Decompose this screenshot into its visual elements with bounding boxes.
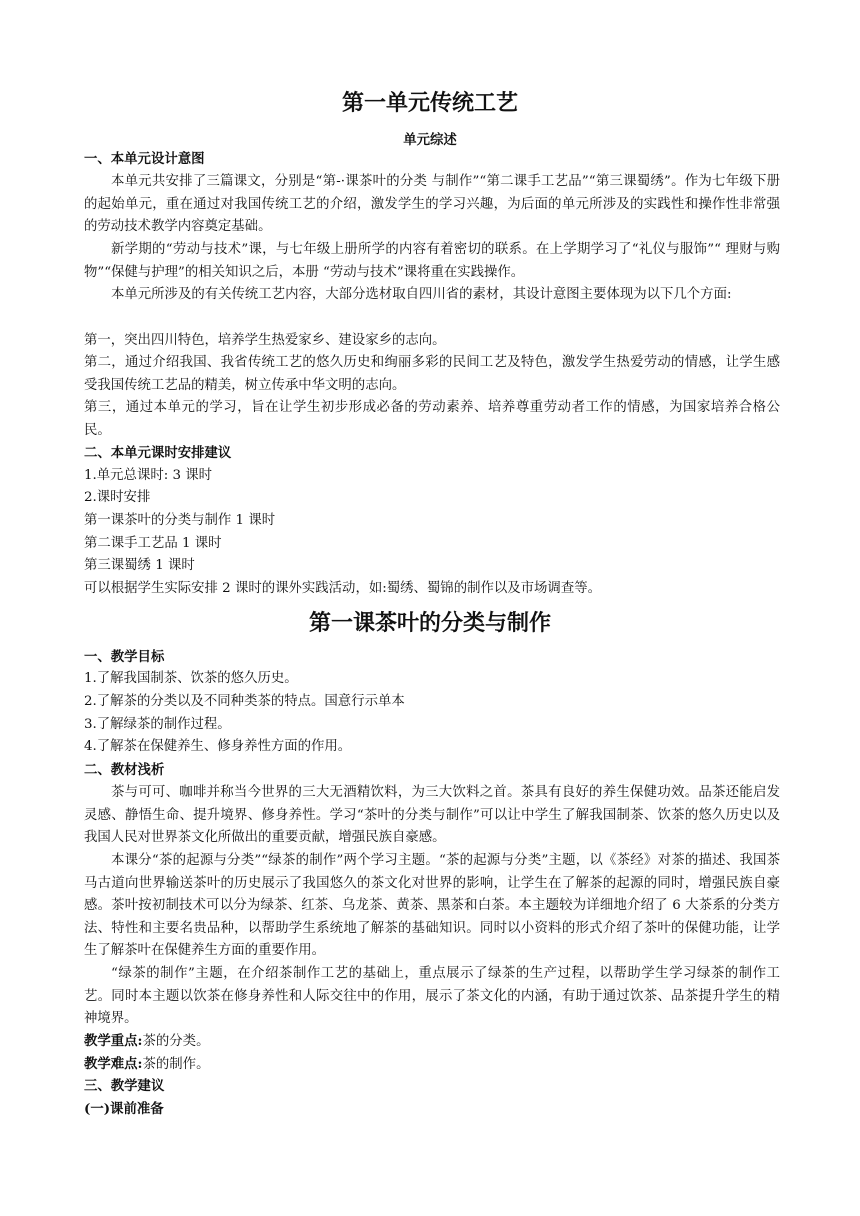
paragraph-third-point: 第三，通过本单元的学习，旨在让学生初步形成必备的劳动素养、培养尊重劳动者工作的情感，为国家培养合格公民。 bbox=[84, 400, 780, 438]
teaching-difficulty bbox=[84, 1053, 780, 1076]
schedule-lesson-2: 第二课手工艺品 1 课时 bbox=[84, 536, 222, 551]
schedule-total-hours: 1.单元总课时: 3 课时 bbox=[84, 468, 213, 483]
section-heading-analysis: 二、教材浅析 bbox=[84, 762, 165, 778]
goal-1: 1.了解我国制茶、饮茶的悠久历史。 bbox=[84, 671, 298, 686]
paragraph-intro: 本单元共安排了三篇课文，分别是“第-·课茶叶的分类 与制作”“第二课手工艺品”“第三课蜀绣”。作为七年级下册的起始单元，重在通过对我国传统工艺的介绍，激发学生的学习兴趣，为后面的单元所涉及的实践性和操作性非常强的劳动技术教学内容奠定基础。 bbox=[84, 174, 780, 235]
paragraph-new-term: 新学期的“劳动与技术”课，与七年级上册所学的内容有着密切的联系。在上学期学习了“礼仪与服饰”“ 理财与购物”“保健与护理”的相关知识之后，本册 “劳动与技术”课将重在实践操作。 bbox=[84, 242, 780, 280]
goal-3: 3.了解绿茶的制作过程。 bbox=[84, 717, 231, 732]
subsection-heading-preparation: (一)课前准备 bbox=[84, 1101, 164, 1117]
schedule-label: 2.课时安排 bbox=[84, 490, 151, 505]
teaching-difficulty-label: 教学难点: bbox=[84, 1056, 143, 1072]
unit-title: 第一单元传统工艺 bbox=[341, 90, 518, 116]
lesson-title: 第一课茶叶的分类与制作 bbox=[308, 610, 551, 636]
teaching-key-point bbox=[84, 1030, 780, 1053]
teaching-key-label: 教学重点: bbox=[84, 1033, 143, 1049]
section-heading-suggestions: 三、教学建议 bbox=[84, 1078, 165, 1094]
goal-4: 4.了解茶在保健养生、修身养性方面的作用。 bbox=[84, 739, 352, 754]
paragraph-second-point: 第二，通过介绍我国、我省传统工艺的悠久历史和绚丽多彩的民间工艺及特色，激发学生热爱劳动的情感，让学生感受我国传统工艺品的精美，树立传承中华文明的志向。 bbox=[84, 355, 780, 393]
teaching-difficulty-text: 茶的制作。 bbox=[142, 1057, 210, 1072]
goal-2: 2.了解茶的分类以及不同种类茶的特点。国意行示单本 bbox=[84, 694, 405, 709]
paragraph-first-point: 第一，突出四川特色，培养学生热爱家乡、建设家乡的志向。 bbox=[84, 333, 446, 348]
schedule-lesson-1: 第一课茶叶的分类与制作 1 课时 bbox=[84, 513, 276, 528]
section-heading-goals: 一、教学目标 bbox=[84, 649, 165, 665]
schedule-lesson-3: 第三课蜀绣 1 课时 bbox=[84, 558, 195, 573]
section-heading-schedule: 二、本单元课时安排建议 bbox=[84, 445, 232, 461]
section-heading-design-intent: 一、本单元设计意图 bbox=[84, 151, 205, 167]
unit-subtitle: 单元综述 bbox=[403, 132, 457, 148]
schedule-extra-activities: 可以根据学生实际安排 2 课时的课外实践活动，如:蜀绣、蜀锦的制作以及市场调查等。 bbox=[84, 581, 601, 596]
teaching-key-text: 茶的分类。 bbox=[142, 1034, 210, 1049]
paragraph-lesson-topics: 本课分“茶的起源与分类”“绿茶的制作”两个学习主题。“茶的起源与分类”主题，以《茶经》对茶的描述、我国茶马古道向世界输送茶叶的历史展示了我国悠久的茶文化对世界的影响，让学生在了解茶的起源的同时，增强民族自豪感。茶叶按初制技术可以分为绿茶、红茶、乌龙茶、黄茶、黑茶和白茶。本主题较为详细地介绍了 6 大茶系的分类方法、特性和主要名贵品种，以帮助学生系统地了解茶的基础知识。同时以小资料的形式介绍了茶叶的保健功能，让学生了解茶叶在保健养生方面的重要作用。 bbox=[84, 853, 780, 959]
paragraph-green-tea: “绿茶的制作”主题，在介绍茶制作工艺的基础上，重点展示了绿茶的生产过程，以帮助学生学习绿茶的制作工艺。同时本主题以饮茶在修身养性和人际交往中的作用，展示了茶文化的内涵，有助于通过饮茶、品茶提升学生的精神境界。 bbox=[84, 966, 780, 1027]
paragraph-materials: 本单元所涉及的有关传统工艺内容，大部分选材取自四川省的素材，其设计意图主要体现为以下几个方面: bbox=[111, 287, 732, 302]
paragraph-tea-intro: 茶与可可、咖啡并称当今世界的三大无酒精饮料，为三大饮料之首。茶具有良好的养生保健功效。品茶还能启发灵感、静悟生命、提升境界、修身养性。学习“茶叶的分类与制作”可以让中学生了解我国制茶、饮茶的悠久历史以及我国人民对世界茶文化所做出的重要贡献，增强民族自豪感。 bbox=[84, 785, 780, 846]
